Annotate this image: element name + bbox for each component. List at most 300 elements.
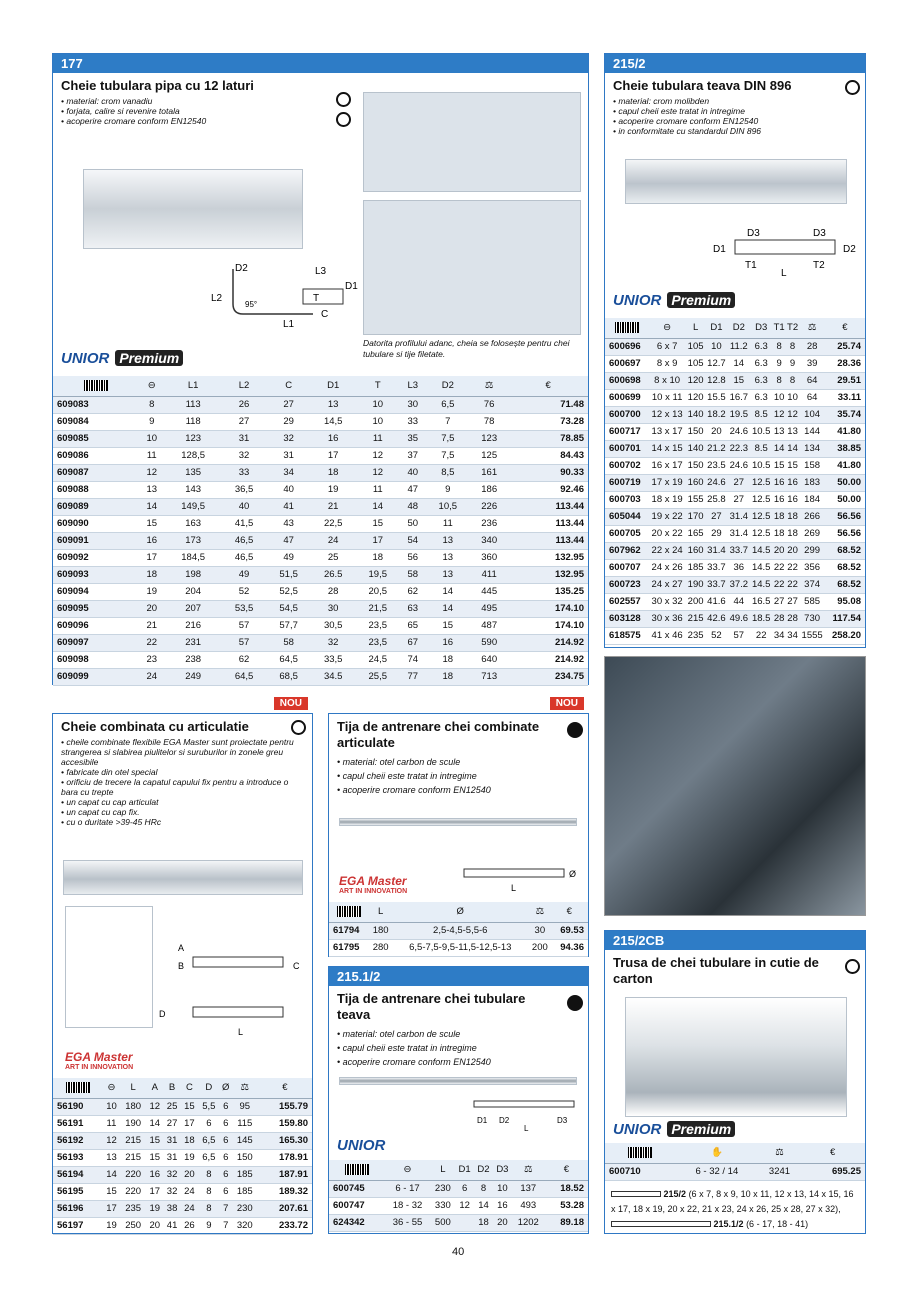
table-cell: 54,5 <box>266 600 311 617</box>
table-cell: 15 <box>181 1098 198 1115</box>
table-cell: 33.7 <box>705 576 727 593</box>
table-cell: 23,5 <box>355 634 400 651</box>
column-header: L2 <box>222 376 267 396</box>
svg-text:C: C <box>293 961 300 971</box>
column-header: D1 <box>705 318 727 338</box>
table-cell: 17 <box>139 549 164 566</box>
table-cell: 140 <box>686 440 705 457</box>
bullet-item: • material: crom molibden <box>613 96 857 106</box>
table-cell: 19 <box>311 481 356 498</box>
table-cell: 6 <box>220 1115 232 1132</box>
product-title: Cheie tubulara teava DIN 896 <box>613 78 792 93</box>
table-cell: 6 <box>220 1166 232 1183</box>
table-cell: 269 <box>799 525 825 542</box>
col-price: € <box>800 1143 865 1163</box>
table-cell: 9 <box>139 413 164 430</box>
table-cell: 58 <box>400 566 425 583</box>
column-header: ⊖ <box>139 376 164 396</box>
column-header: L <box>686 318 705 338</box>
table-row <box>53 600 588 617</box>
table-cell: 236 <box>470 515 508 532</box>
table-cell: 320 <box>232 1217 258 1234</box>
column-header: D2 <box>474 1160 493 1180</box>
table-cell: 12.5 <box>750 491 772 508</box>
table-cell: 18 - 32 <box>385 1197 431 1214</box>
price-cell: 214.92 <box>508 634 588 651</box>
table-row <box>53 1098 312 1115</box>
price-cell: 56.56 <box>825 508 865 525</box>
table-cell: 28 <box>799 338 825 355</box>
table-cell: 19.5 <box>728 406 750 423</box>
price-cell: 41.80 <box>825 457 865 474</box>
table-cell: 30 <box>400 396 425 413</box>
table-cell: 128,5 <box>165 447 222 464</box>
table-cell: 29 <box>266 413 311 430</box>
table-cell: 13 <box>426 566 471 583</box>
table-row <box>605 355 865 372</box>
table-cell: 40 <box>266 481 311 498</box>
table-cell: 118 <box>165 413 222 430</box>
table-cell: 24.6 <box>728 423 750 440</box>
table-cell: 33.7 <box>728 542 750 559</box>
table-cell: 20 <box>493 1214 512 1231</box>
table-cell: 19 <box>139 583 164 600</box>
table-cell: 185 <box>232 1183 258 1200</box>
table-cell: 40 <box>222 498 267 515</box>
table-cell: 17 <box>146 1183 163 1200</box>
column-header: Ø <box>391 902 529 922</box>
column-header: € <box>258 1078 312 1098</box>
svg-text:95°: 95° <box>245 300 258 309</box>
table-cell: 17 x 19 <box>648 474 686 491</box>
table-cell: 158 <box>799 457 825 474</box>
product-code: 609090 <box>53 515 139 532</box>
column-header: C <box>181 1078 198 1098</box>
price-cell: 95.08 <box>825 593 865 610</box>
price-cell: 258.20 <box>825 627 865 644</box>
table-cell: 12.7 <box>705 355 727 372</box>
table-cell: 220 <box>120 1183 146 1200</box>
column-header: D <box>198 1078 220 1098</box>
table-cell: 6.3 <box>750 338 772 355</box>
table-cell: 137 <box>512 1180 545 1197</box>
product-code: 56194 <box>53 1166 103 1183</box>
table-cell: 62 <box>222 651 267 668</box>
product-code: 624342 <box>329 1214 385 1231</box>
panel-177 <box>52 53 589 685</box>
table-cell: 37.2 <box>728 576 750 593</box>
table-cell: 20 <box>146 1217 163 1234</box>
product-code: 56191 <box>53 1115 103 1132</box>
table-cell: 18 <box>311 464 356 481</box>
table-cell: 22 <box>139 634 164 651</box>
product-code: 600702 <box>605 457 648 474</box>
table-row <box>53 498 588 515</box>
table-cell: 11 <box>355 430 400 447</box>
table-cell: 19 <box>103 1217 120 1234</box>
svg-text:D3: D3 <box>747 228 760 239</box>
table-cell: 10 <box>139 430 164 447</box>
price-cell: 73.28 <box>508 413 588 430</box>
column-header: L1 <box>165 376 222 396</box>
svg-text:D3: D3 <box>813 228 826 239</box>
table-cell: 10 <box>772 389 785 406</box>
table-cell: 64,5 <box>222 668 267 685</box>
feature-list <box>53 737 312 827</box>
price-cell: 207.61 <box>258 1200 312 1217</box>
socket-icon <box>611 1191 661 1197</box>
table-cell: 500 <box>431 1214 456 1231</box>
table-cell: 6.3 <box>750 389 772 406</box>
price-cell: 25.74 <box>825 338 865 355</box>
table-cell: 24 x 26 <box>648 559 686 576</box>
table-cell: 33.7 <box>705 559 727 576</box>
table-cell: 14 <box>426 600 471 617</box>
table-cell: 48 <box>400 498 425 515</box>
table-cell: 12.5 <box>750 474 772 491</box>
column-header: L <box>431 1160 456 1180</box>
section-code: 215.1/2 <box>329 967 588 986</box>
table-cell: 15 <box>426 617 471 634</box>
table-cell: 143 <box>165 481 222 498</box>
barcode-icon <box>628 1147 652 1158</box>
table-cell: 31.4 <box>705 542 727 559</box>
table-cell: 220 <box>120 1166 146 1183</box>
price-cell: 38.85 <box>825 440 865 457</box>
price-cell: 35.74 <box>825 406 865 423</box>
table-cell: 27 <box>705 508 727 525</box>
table-cell: 7,5 <box>426 447 471 464</box>
table-cell: 32 <box>311 634 356 651</box>
tool-photo <box>339 818 577 826</box>
table-cell: 183 <box>799 474 825 491</box>
table-cell: 280 <box>370 939 391 956</box>
barcode-icon <box>66 1082 90 1093</box>
table-cell: 20 x 22 <box>648 525 686 542</box>
svg-text:L2: L2 <box>211 293 223 304</box>
price-cell: 113.44 <box>508 532 588 549</box>
product-code: 61794 <box>329 922 370 939</box>
ega-logo: EGA Master ART IN INNOVATION <box>339 874 408 895</box>
product-code: 609086 <box>53 447 139 464</box>
tool-photo <box>63 860 303 895</box>
product-code: 609093 <box>53 566 139 583</box>
product-code: 600700 <box>605 406 648 423</box>
table-cell: 52 <box>222 583 267 600</box>
table-cell: 18 <box>786 525 799 542</box>
hex-profile-icon <box>845 80 860 95</box>
col-weight: ⚖ <box>759 1143 800 1163</box>
dimension-drawing <box>153 939 308 1039</box>
table-cell: 180 <box>120 1098 146 1115</box>
col-code <box>605 318 648 338</box>
price-cell: 50.00 <box>825 474 865 491</box>
table-cell: 173 <box>165 532 222 549</box>
product-title: Cheie tubulara pipa cu 12 laturi <box>61 78 254 93</box>
table-cell: 56 <box>400 549 425 566</box>
table-cell: 7 <box>220 1200 232 1217</box>
brand-logo: UNIOR Premium <box>613 292 735 310</box>
product-code: 609084 <box>53 413 139 430</box>
table-cell: 22 <box>772 576 785 593</box>
table-row <box>53 1149 312 1166</box>
bullet-item: • material: otel carbon de scule <box>337 1027 580 1041</box>
table-cell: 19 <box>181 1149 198 1166</box>
column-header: € <box>545 1160 588 1180</box>
table-cell: 30 x 36 <box>648 610 686 627</box>
column-header: L <box>120 1078 146 1098</box>
table-cell: 64,5 <box>266 651 311 668</box>
table-row <box>53 447 588 464</box>
table-cell: 10 <box>786 389 799 406</box>
table-cell: 198 <box>165 566 222 583</box>
table-cell: 10.5 <box>750 457 772 474</box>
table-cell: 10 <box>103 1098 120 1115</box>
table-cell: 7,5 <box>426 430 471 447</box>
table-cell: 238 <box>165 651 222 668</box>
table-cell: 58 <box>266 634 311 651</box>
table-row <box>329 939 588 956</box>
table-cell: 8 x 10 <box>648 372 686 389</box>
table-cell: 9 <box>786 355 799 372</box>
table-cell: 25.8 <box>705 491 727 508</box>
table-cell: 49 <box>222 566 267 583</box>
product-code: 600707 <box>605 559 648 576</box>
table-cell: 44 <box>728 593 750 610</box>
product-code: 609097 <box>53 634 139 651</box>
table-cell: 33 <box>222 464 267 481</box>
table-cell: 144 <box>799 423 825 440</box>
table-cell: 14 <box>355 498 400 515</box>
table-cell: 6 <box>198 1115 220 1132</box>
table-cell: 18 <box>355 549 400 566</box>
price-cell: 68.52 <box>825 559 865 576</box>
usage-illustration-bottom <box>363 200 581 335</box>
product-code: 600703 <box>605 491 648 508</box>
price-cell: 53.28 <box>545 1197 588 1214</box>
table-cell: 115 <box>232 1115 258 1132</box>
bullet-item: • acoperire cromare conform EN12540 <box>613 116 857 126</box>
table-cell: 25 <box>163 1098 180 1115</box>
table-cell: 207 <box>165 600 222 617</box>
barcode-icon <box>84 380 108 391</box>
table-cell: 15 <box>728 372 750 389</box>
price-cell: 214.92 <box>508 651 588 668</box>
table-cell: 18 <box>426 651 471 668</box>
bullet-item: • orificiu de trecere la capatul capului fix pentru a introduce o bara cu trepte <box>61 777 304 797</box>
table-cell: 125 <box>470 447 508 464</box>
table-cell: 12 <box>103 1132 120 1149</box>
table-cell: 18.5 <box>750 610 772 627</box>
table-cell: 20 <box>705 423 727 440</box>
table-row <box>53 532 588 549</box>
table-cell: 8 <box>772 338 785 355</box>
table-cell: 180 <box>370 922 391 939</box>
table-cell: 33 <box>400 413 425 430</box>
table-cell: 160 <box>686 542 705 559</box>
column-header: T2 <box>786 318 799 338</box>
product-table <box>53 1078 312 1235</box>
table-cell: 13 <box>426 532 471 549</box>
table-cell: 23 <box>139 651 164 668</box>
section-code: 215/2 <box>605 54 865 73</box>
table-cell: 150 <box>686 423 705 440</box>
table-cell: 13 <box>786 423 799 440</box>
table-cell: 14 <box>786 440 799 457</box>
table-cell: 25,5 <box>355 668 400 685</box>
svg-text:D3: D3 <box>557 1116 568 1125</box>
table-row <box>605 542 865 559</box>
price-cell: 78.85 <box>508 430 588 447</box>
table-cell: 68,5 <box>266 668 311 685</box>
feature-list <box>329 1025 588 1069</box>
product-title: Tija de antrenare chei combinate articulate <box>337 719 540 750</box>
table-row <box>329 1214 588 1231</box>
table-cell: 6,5 <box>426 396 471 413</box>
table-row <box>605 372 865 389</box>
table-cell: 16 x 17 <box>648 457 686 474</box>
table-row <box>605 627 865 644</box>
round-bar-icon <box>567 995 583 1011</box>
table-cell: 40 <box>400 464 425 481</box>
column-header: ⊖ <box>103 1078 120 1098</box>
table-cell: 120 <box>686 372 705 389</box>
product-code: 609087 <box>53 464 139 481</box>
svg-text:L: L <box>511 883 517 893</box>
column-header: ⊖ <box>385 1160 431 1180</box>
table-cell: 46,5 <box>222 532 267 549</box>
product-code: 56190 <box>53 1098 103 1115</box>
table-cell: 6.3 <box>750 355 772 372</box>
table-cell: 411 <box>470 566 508 583</box>
panel-215-1-2 <box>328 966 589 1234</box>
table-cell: 1555 <box>799 627 825 644</box>
col-code <box>329 1160 385 1180</box>
svg-text:D1: D1 <box>345 281 358 292</box>
col-range: ✋ <box>675 1143 759 1163</box>
table-cell: 32 <box>222 447 267 464</box>
table-cell: 149,5 <box>165 498 222 515</box>
svg-text:A: A <box>178 943 185 953</box>
dimension-drawing <box>459 859 584 894</box>
table-cell: 105 <box>686 338 705 355</box>
table-cell: 226 <box>470 498 508 515</box>
bullet-item: • in conformitate cu standardul DIN 896 <box>613 126 857 136</box>
table-cell: 12 <box>455 1197 474 1214</box>
column-header: ⚖ <box>529 902 550 922</box>
table-cell: 6 x 7 <box>648 338 686 355</box>
table-row <box>605 525 865 542</box>
table-cell: 18 <box>772 508 785 525</box>
bullet-item: • capul cheii este tratat in intregime <box>337 769 580 783</box>
table-cell: 18 <box>474 1214 493 1231</box>
table-row <box>329 1197 588 1214</box>
table-cell: 155 <box>686 491 705 508</box>
table-cell: 52,5 <box>266 583 311 600</box>
table-cell: 57 <box>222 617 267 634</box>
table-cell: 340 <box>470 532 508 549</box>
table-cell: 21.2 <box>705 440 727 457</box>
table-cell: 16 <box>146 1166 163 1183</box>
table-cell: 8 x 9 <box>648 355 686 372</box>
table-cell: 493 <box>512 1197 545 1214</box>
table-cell: 235 <box>120 1200 146 1217</box>
table-cell: 10.5 <box>750 423 772 440</box>
table-cell: 18 x 19 <box>648 491 686 508</box>
table-cell: 230 <box>431 1180 456 1197</box>
table-cell: 6 <box>220 1132 232 1149</box>
column-header: ⚖ <box>799 318 825 338</box>
table-row <box>53 515 588 532</box>
table-row <box>53 1183 312 1200</box>
dimension-drawing <box>705 222 865 282</box>
column-header: € <box>551 902 588 922</box>
table-cell: 8 <box>474 1180 493 1197</box>
table-cell: 184 <box>799 491 825 508</box>
table-cell: 15 <box>146 1132 163 1149</box>
table-cell: 13 <box>139 481 164 498</box>
price-cell: 94.36 <box>551 939 588 956</box>
table-cell: 6,5 <box>198 1149 220 1166</box>
table-cell: 18 <box>139 566 164 583</box>
product-code: 56196 <box>53 1200 103 1217</box>
table-cell: 8.5 <box>750 406 772 423</box>
table-cell: 123 <box>470 430 508 447</box>
table-cell: 78 <box>470 413 508 430</box>
table-cell: 6,5 <box>198 1132 220 1149</box>
table-cell: 23,5 <box>355 617 400 634</box>
product-code: 600701 <box>605 440 648 457</box>
table-row <box>53 1115 312 1132</box>
bullet-item: • acoperire cromare conform EN12540 <box>337 783 580 797</box>
table-row <box>605 389 865 406</box>
table-cell: 20 <box>181 1166 198 1183</box>
set-photo <box>625 997 847 1117</box>
product-code: 618575 <box>605 627 648 644</box>
product-code: 609099 <box>53 668 139 685</box>
table-cell: 36 <box>728 559 750 576</box>
table-cell: 28 <box>772 610 785 627</box>
table-cell: 200 <box>686 593 705 610</box>
table-cell: 9 <box>426 481 471 498</box>
bullet-item: • capul cheii este tratat in intregime <box>337 1041 580 1055</box>
table-cell: 10,5 <box>426 498 471 515</box>
table-cell <box>455 1214 474 1231</box>
table-cell: 54 <box>400 532 425 549</box>
table-cell: 32 <box>266 430 311 447</box>
table-cell: 37 <box>400 447 425 464</box>
table-cell: 20 <box>772 542 785 559</box>
bullet-item: • material: crom vanadiu <box>61 96 580 106</box>
table-cell: 12.5 <box>750 525 772 542</box>
bullet-item: • un capat cu cap fix. <box>61 807 304 817</box>
svg-text:L: L <box>524 1124 529 1133</box>
table-cell: 249 <box>165 668 222 685</box>
hex-profile-icon <box>845 959 860 974</box>
table-cell: 356 <box>799 559 825 576</box>
svg-text:B: B <box>178 961 185 971</box>
table-cell: 21,5 <box>355 600 400 617</box>
table-row <box>53 464 588 481</box>
svg-text:T1: T1 <box>745 260 757 271</box>
table-cell: 63 <box>400 600 425 617</box>
product-code: 56197 <box>53 1217 103 1234</box>
table-cell: 18 <box>772 525 785 542</box>
table-row <box>329 922 588 939</box>
table-row <box>53 651 588 668</box>
table-cell: 12 <box>355 464 400 481</box>
table-cell: 14 <box>728 355 750 372</box>
